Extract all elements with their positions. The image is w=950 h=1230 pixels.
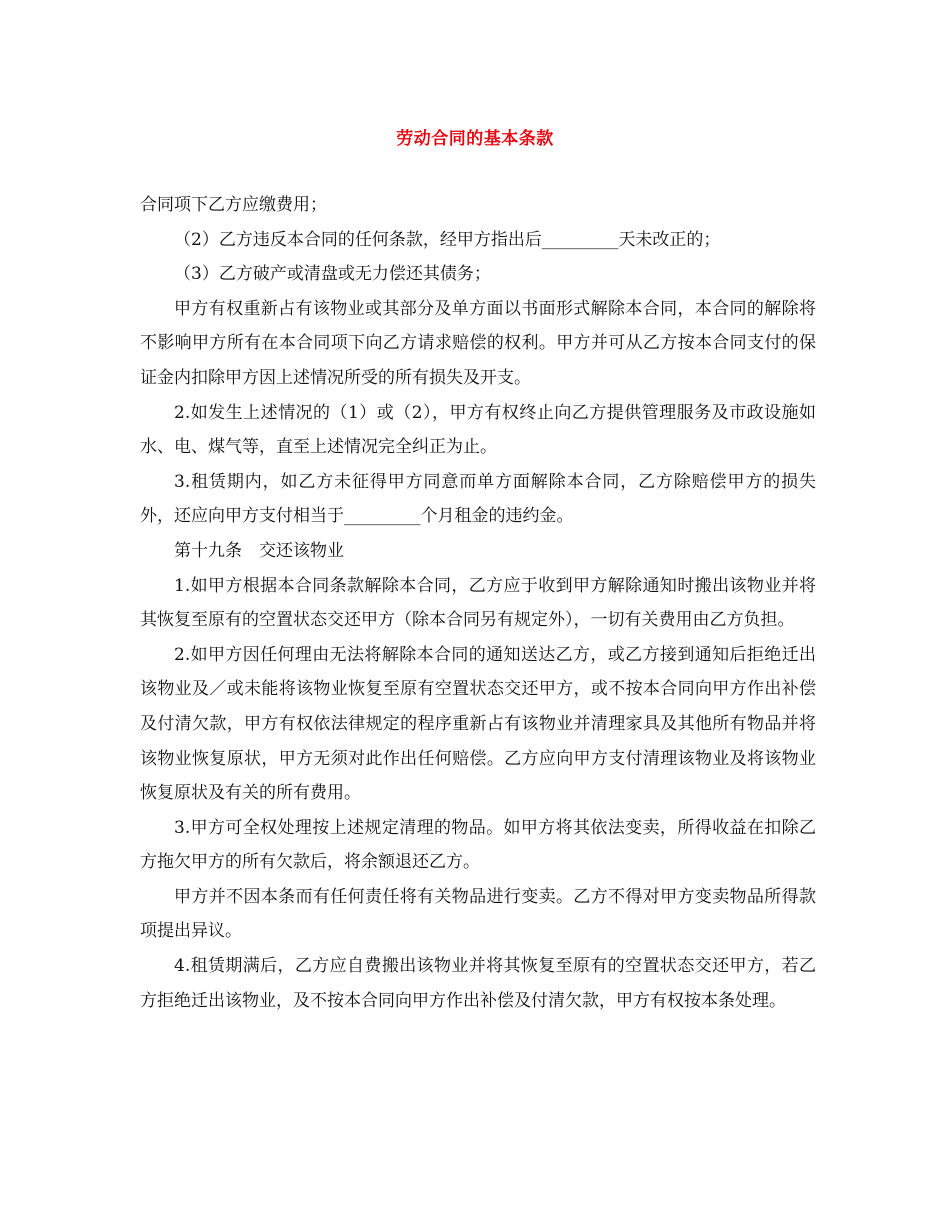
paragraph-return-3-note: 甲方并不因本条而有任何责任将有关物品进行变卖。乙方不得对甲方变卖物品所得款项提出异议。	[140, 886, 816, 942]
paragraph-termination-rights: 甲方有权重新占有该物业或其部分及单方面以书面形式解除本合同，本合同的解除将不影响甲方所有在本合同项下向乙方请求赔偿的权利。甲方并可从乙方按本合同支付的保证金内扣除甲方因上述情况所受的所有损失及开支。	[140, 298, 816, 388]
paragraph-return-2: 2.如甲方因任何理由无法将解除本合同的通知送达乙方，或乙方接到通知后拒绝迁出该物业及／或未能将该物业恢复至原有空置状态交还甲方，或不按本合同向甲方作出补偿及付清欠款，甲方有权依法律规定的程序重新占有该物业并清理家具及其他所有物品并将该物业恢复原状，甲方无须对此作出任何赔偿。乙方应向甲方支付清理该物业及将该物业恢复原状及有关的所有费用。	[140, 644, 816, 804]
paragraph-clause-3: （3）乙方破产或清盘或无力偿还其债务；	[174, 264, 491, 285]
article-19-heading: 第十九条 交还该物业	[174, 540, 344, 561]
paragraph-return-4: 4.租赁期满后，乙方应自费搬出该物业并将其恢复至原有的空置状态交还甲方，若乙方拒绝迁出该物业，及不按本合同向甲方作出补偿及付清欠款，甲方有权按本条处理。	[140, 956, 816, 1011]
paragraph-item-3-penalty: 3.租赁期内，如乙方未征得甲方同意而单方面解除本合同，乙方除赔偿甲方的损失外，还应向甲方支付相当于_________个月租金的违约金。	[140, 471, 816, 527]
paragraph-item-2-services: 2.如发生上述情况的（1）或（2），甲方有权终止向乙方提供管理服务及市政设施如水、电、煤气等，直至上述情况完全纠正为止。	[140, 402, 816, 458]
paragraph-continuation: 合同项下乙方应缴费用；	[140, 195, 327, 215]
paragraph-return-1: 1.如甲方根据本合同条款解除本合同，乙方应于收到甲方解除通知时搬出该物业并将其恢复至原有的空置状态交还甲方（除本合同另有规定外），一切有关费用由乙方负担。	[140, 575, 816, 631]
document-title: 劳动合同的基本条款	[396, 129, 554, 149]
paragraph-return-3: 3.甲方可全权处理按上述规定清理的物品。如甲方将其依法变卖，所得收益在扣除乙方拖欠甲方的所有欠款后，将余额退还乙方。	[140, 817, 816, 873]
paragraph-clause-2: （2）乙方违反本合同的任何条款，经甲方指出后_________天未改正的；	[174, 229, 721, 250]
document-body	[140, 188, 816, 1018]
